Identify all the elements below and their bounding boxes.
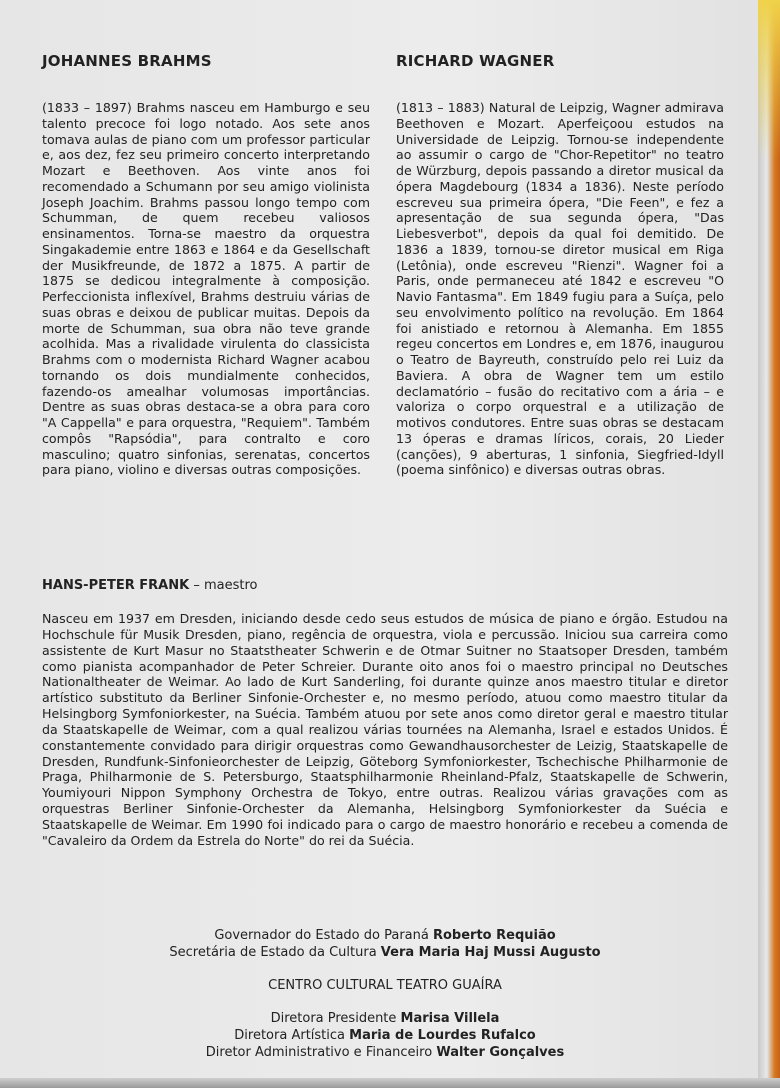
president-label: Diretora Presidente [270, 1011, 401, 1026]
brahms-heading: JOHANNES BRAHMS [42, 52, 212, 70]
frank-biography: Nasceu em 1937 em Dresden, iniciando desde cedo seus estudos de música de piano e órgão. Estudou na Hochschule für Musik Dresden, piano, regência de orquestra, viola e percussão. Iniciou sua carreira como assistente de Kurt Masur no Staatstheater Schwerin e de Otmar Suitner no Staatsoper Dresden, também como pianista acompanhador de Peter Schreier. Durante oito anos foi o maestro principal no Deutsches Nationaltheater de Weimar. Ao lado de Kurt Sanderling, foi durante quinze anos maestro titular e diretor artístico substituto da Berliner Sinfonie-Orchester e, no mesmo período, atuou como maestro titular da Helsingborg Symfoniorkester, na Suécia. Também atuou por sete anos como diretor geral e maestro titular da Staatskapelle de Weimar, com a qual realizou várias tournées na Alemanha, Israel e estados Unidos. É constantemente convidado para dirigir orquestras como Gewandhausorchester de Leizig, Staatskapelle de Dresden, Rundfunk-Sinfonieorchester de Leipzig, Göteborg Symfoniorkester, Tschechische Philharmonie de Praga, Philharmonie de S. Petersburgo, Staatsphilharmonie Rheinland-Pfalz, Staatskapelle de Schwerin, Youmiyouri Nippon Symphony Orchestra de Tokyo, entre outras. Realizou várias gravações com as orquestras Berliner Sinfonie-Orchester da Alemanha, Helsingborg Symfoniorkester da Suécia e Staatskapelle de Weimar. Em 1990 foi indicado para o cargo de maestro honorário e recebeu a comenda de "Cavaleiro da Ordem da Estrela do Norte" do rei da Suécia. [42, 611, 728, 848]
page-edge-decoration [758, 0, 780, 1088]
frank-role: – maestro [189, 578, 258, 593]
frank-name: HANS-PETER FRANK [42, 578, 190, 593]
wagner-heading: RICHARD WAGNER [396, 52, 555, 70]
spacer [42, 961, 728, 977]
president-line [42, 1010, 728, 1027]
governor-line [42, 927, 728, 944]
page-edge-highlight [758, 0, 780, 160]
secretary-label: Secretária de Estado da Cultura [169, 945, 381, 960]
artistic-name: Maria de Lourdes Rufalco [349, 1028, 536, 1043]
credits-block [42, 927, 728, 1061]
frank-heading [42, 578, 728, 593]
governor-name: Roberto Requião [432, 928, 556, 943]
admin-name: Walter Gonçalves [436, 1045, 565, 1060]
admin-line [42, 1044, 728, 1061]
page-bottom-shadow [0, 1078, 780, 1088]
cultural-center-name: CENTRO CULTURAL TEATRO GUAÍRA [268, 978, 502, 993]
governor-label: Governador do Estado do Paraná [214, 928, 433, 943]
admin-label: Diretor Administrativo e Financeiro [205, 1045, 437, 1060]
brahms-section [42, 52, 370, 478]
frank-section [42, 578, 728, 849]
brahms-biography: (1833 – 1897) Brahms nasceu em Hamburgo e seu talento precoce foi logo notado. Aos sete anos tomava aulas de piano com um professor particular e, aos dez, fez seu primeiro concerto interpretando Mozart e Beethoven. Aos vinte anos foi recomendado a Schumann por seu amigo violinista Joseph Joachim. Brahms passou longo tempo com Schumman, de quem recebeu valiosos ensinamentos. Torna-se maestro da orquestra Singakademie entre 1863 e 1864 e da Gesellschaft der Musikfreunde, de 1872 a 1875. A partir de 1875 se dedicou integralmente à composição. Perfeccionista inflexível, Brahms destruiu várias de suas obras e deixou de publicar muitas. Depois da morte de Schumman, sua obra não teve grande acolhida. Mas a rivalidade virulenta do classicista Brahms com o modernista Richard Wagner acabou tornando os dois mundialmente conhecidos, fazendo-os amealhar volumosas importâncias. Dentre as suas obras destaca-se a obra para coro "A Cappella" e para orquestra, "Requiem". Também compôs "Rapsódia", para contralto e coro masculino; quatro sinfonias, serenatas, concertos para piano, violino e diversas outras composições. [42, 100, 370, 478]
artistic-label: Diretora Artística [234, 1028, 350, 1043]
wagner-biography: (1813 – 1883) Natural de Leipzig, Wagner admirava Beethoven e Mozart. Aperfeiçoou estudos na Universidade de Leipzig. Tornou-se independente ao assumir o cargo de "Chor-Repetitor" no teatro de Würzburg, depois passando a diretor musical da ópera Magdebourg (1834 a 1836). Neste período escreveu sua primeira ópera, "Die Feen", e fez a apresentação de sua segunda ópera, "Das Liebesverbot", depois da qual foi demitido. De 1836 a 1839, tornou-se diretor musical em Riga (Letônia), onde escreveu "Rienzi". Wagner foi a Paris, onde permaneceu até 1842 e escreveu "O Navio Fantasma". Em 1849 fugiu para a Suíça, pelo seu envolvimento político na revolução. Em 1864 foi anistiado e retornou à Alemanha. Em 1855 regeu concertos em Londres e, em 1876, inaugurou o Teatro de Bayreuth, construído pelo rei Luiz da Baviera. A obra de Wagner tem um estilo declamatório – fusão do recitativo com a ária – e valoriza o corpo orquestral e a utilização de motivos condutores. Entre suas obras se destacam 13 óperas e dramas líricos, corais, 20 Lieder (canções), 9 aberturas, 1 sinfonia, Siegfried-Idyll (poema sinfônico) e diversas outras obras. [396, 100, 724, 478]
secretary-name: Vera Maria Haj Mussi Augusto [380, 945, 601, 960]
secretary-line [42, 944, 728, 961]
president-name: Marisa Villela [400, 1011, 500, 1026]
wagner-section [396, 52, 724, 478]
artistic-line [42, 1027, 728, 1044]
spacer [42, 994, 728, 1010]
